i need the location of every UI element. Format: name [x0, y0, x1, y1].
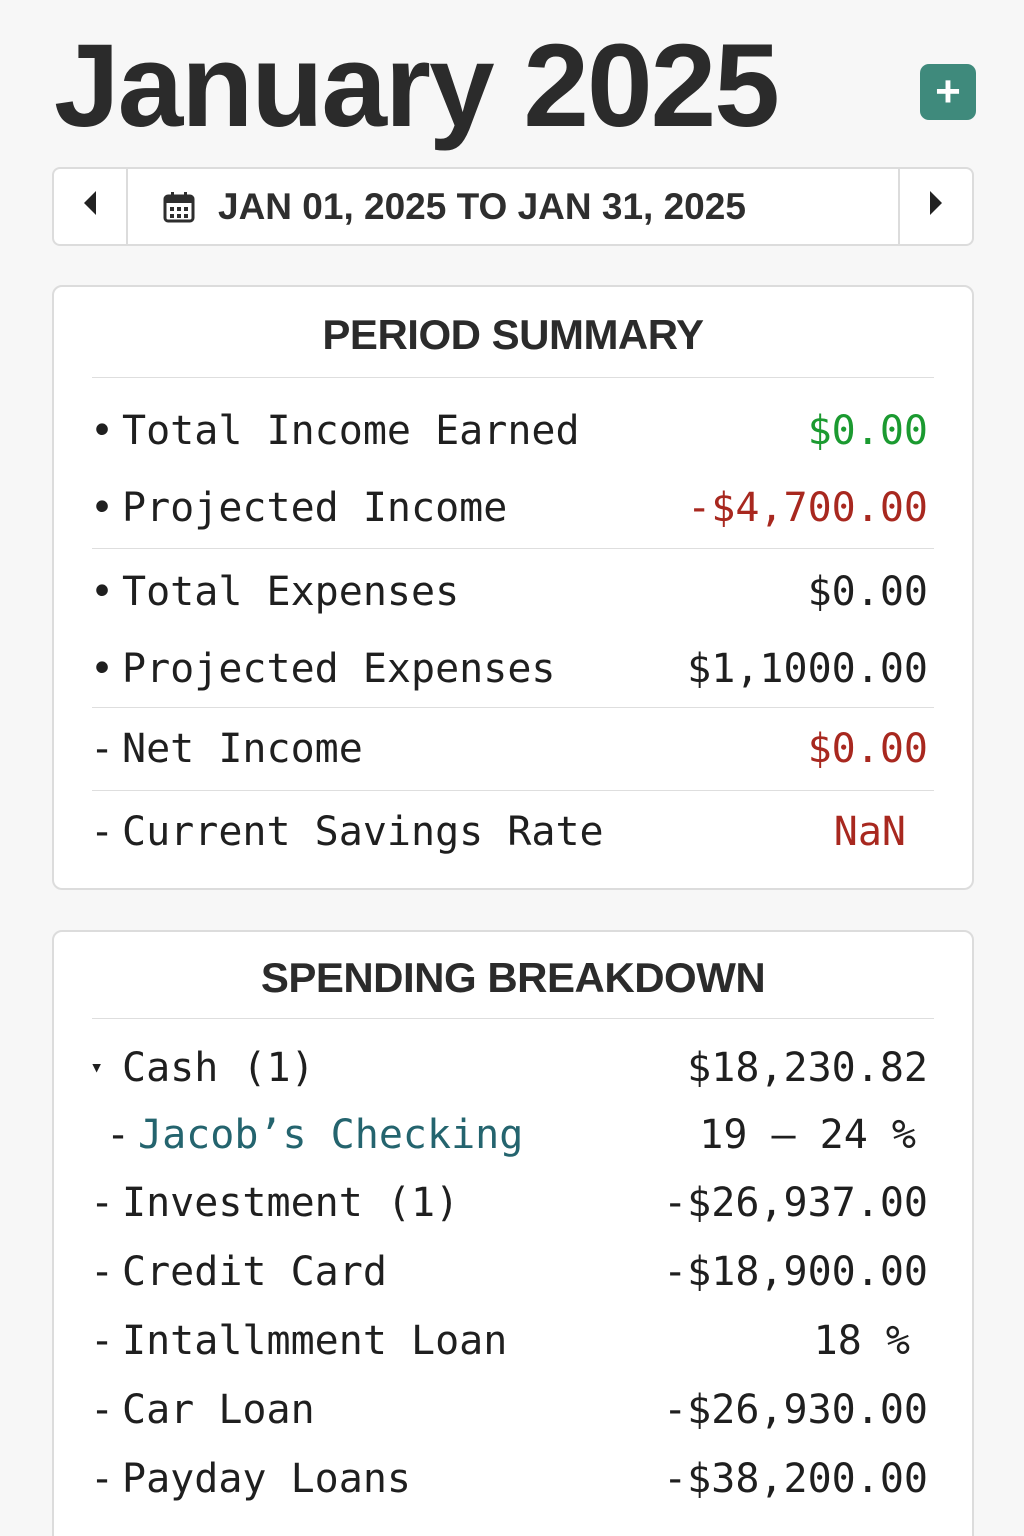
spending-label: Payday Loans: [122, 1455, 411, 1502]
spending-value: $18,230.82: [687, 1044, 928, 1091]
dash-marker: -: [90, 1248, 115, 1295]
date-range-display[interactable]: [128, 169, 898, 244]
summary-row-savings-rate: [54, 791, 972, 873]
dash-marker: -: [90, 809, 115, 855]
spending-value: 18 %: [813, 1317, 910, 1364]
spending-value: -$38,200.00: [663, 1455, 928, 1502]
summary-row-total-income: [54, 392, 972, 469]
page-title: January 2025: [54, 20, 778, 152]
spending-row-installment-loan[interactable]: [54, 1306, 972, 1375]
chevron-down-icon[interactable]: ▾: [90, 1055, 104, 1080]
spending-label: Car Loan: [122, 1386, 315, 1433]
summary-row-total-expenses: [54, 553, 972, 630]
period-summary-title: PERIOD SUMMARY: [322, 311, 704, 358]
summary-label: Net Income: [122, 726, 363, 772]
caret-right-icon: [929, 190, 943, 223]
spending-row-investment[interactable]: [54, 1168, 972, 1237]
summary-row-projected-expenses: [54, 630, 972, 707]
spending-row-payday-loans[interactable]: [54, 1444, 972, 1513]
spending-breakdown-title: SPENDING BREAKDOWN: [260, 954, 766, 1001]
previous-period-button[interactable]: [54, 169, 128, 244]
dash-marker: -: [90, 1455, 115, 1502]
date-range-navigator: [52, 167, 974, 246]
spending-value: 19 – 24 %: [699, 1112, 916, 1158]
spending-value: -$26,937.00: [663, 1179, 928, 1226]
dash-marker: -: [90, 1386, 115, 1433]
bullet-marker: •: [90, 645, 115, 692]
summary-value: $0.00: [807, 568, 928, 615]
summary-label: Total Expenses: [122, 568, 460, 615]
summary-row-projected-income: [54, 469, 972, 546]
dash-marker: -: [90, 1179, 115, 1226]
spending-row-credit-card[interactable]: [54, 1237, 972, 1306]
spending-row-cash[interactable]: [54, 1033, 972, 1102]
dash-marker: -: [106, 1112, 131, 1158]
dash-marker: -: [90, 726, 115, 772]
calendar-icon: [162, 190, 196, 224]
spending-row-car-loan[interactable]: [54, 1375, 972, 1444]
spending-label: Intallmment Loan: [122, 1317, 508, 1364]
spending-value: -$26,930.00: [663, 1386, 928, 1433]
spending-label: Investment (1): [122, 1179, 460, 1226]
period-summary-panel: [52, 285, 974, 890]
date-range-text: JAN 01, 2025 TO JAN 31, 2025: [218, 185, 746, 227]
summary-value: $1,1000.00: [687, 645, 928, 692]
dash-marker: -: [90, 1317, 115, 1364]
bullet-marker: •: [90, 568, 115, 615]
summary-label: Projected Income: [122, 484, 508, 531]
summary-value: NaN: [833, 809, 906, 855]
summary-value: $0.00: [807, 726, 928, 772]
add-button[interactable]: [920, 64, 976, 120]
summary-value: $0.00: [807, 407, 928, 454]
plus-icon: +: [935, 67, 961, 116]
summary-label: Total Income Earned: [122, 407, 580, 454]
spending-label: Credit Card: [122, 1248, 387, 1295]
divider: [92, 548, 934, 549]
summary-row-net-income: [54, 708, 972, 790]
spending-row-jacobs-checking[interactable]: [54, 1102, 972, 1168]
summary-label: Projected Expenses: [122, 645, 556, 692]
spending-label: Cash (1): [122, 1044, 315, 1091]
spending-breakdown-panel: [52, 930, 974, 1536]
bullet-marker: •: [90, 484, 115, 531]
spending-value: -$18,900.00: [663, 1248, 928, 1295]
account-link[interactable]: Jacob’s Checking: [138, 1112, 524, 1158]
bullet-marker: •: [90, 407, 115, 454]
next-period-button[interactable]: [898, 169, 972, 244]
caret-left-icon: [83, 190, 97, 223]
summary-label: Current Savings Rate: [122, 809, 604, 855]
summary-value: -$4,700.00: [687, 484, 928, 531]
